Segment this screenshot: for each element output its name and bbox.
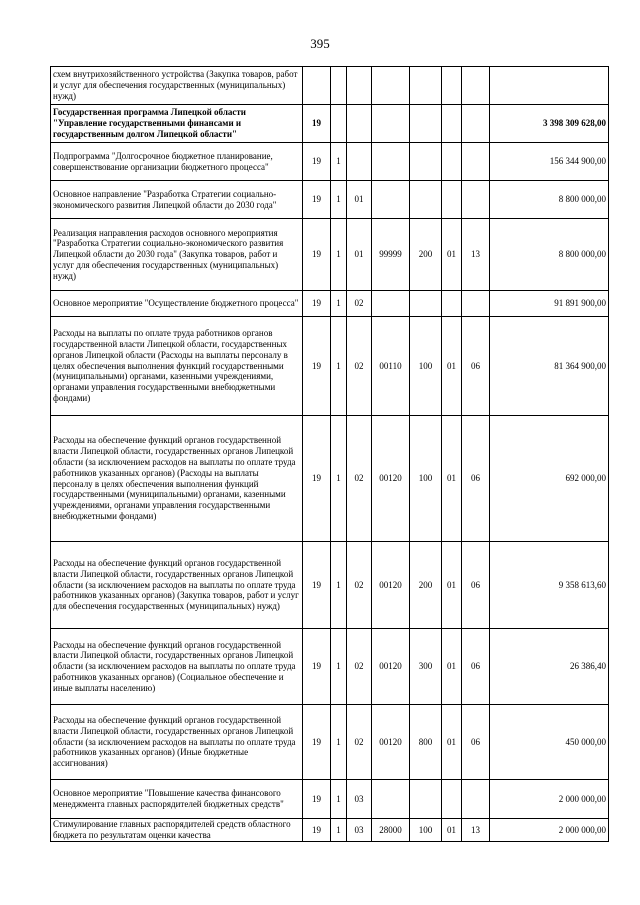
- expense-direction-code-cell: 00120: [372, 542, 410, 629]
- activity-code-cell: [347, 67, 372, 105]
- table-row: [51, 291, 609, 317]
- section-code-cell: 01: [442, 317, 462, 416]
- amount-cell: 692 000,00: [490, 416, 609, 542]
- section-code-cell: [442, 143, 462, 181]
- table-row: [51, 219, 609, 291]
- row-name-cell: Стимулирование главных распорядителей средств областного бюджета по результатам оценки качества: [51, 819, 303, 842]
- row-name-cell: Расходы на выплаты по оплате труда работников органов государственной власти Липецкой области, государственных органов Липецкой области (Расходы на выплаты персоналу в целях обеспечения выполнения функций государственными (муниципальными) органами, казенными учреждениями, органами управления государственными внебюджетными фондами): [51, 317, 303, 416]
- amount-cell: [490, 67, 609, 105]
- expense-type-code-cell: 200: [410, 542, 442, 629]
- row-name-cell: Расходы на обеспечение функций органов государственной власти Липецкой области, государственных органов Липецкой области (за исключением расходов на выплаты по оплате труда работников указанных органов) (Иные бюджетные ассигнования): [51, 705, 303, 780]
- page-number: 395: [310, 36, 330, 51]
- table-row: [51, 819, 609, 842]
- subsection-code-cell: 06: [462, 416, 490, 542]
- expense-direction-code-cell: 00120: [372, 416, 410, 542]
- subprogram-code-cell: 1: [331, 705, 347, 780]
- section-code-cell: 01: [442, 416, 462, 542]
- subprogram-code-cell: [331, 67, 347, 105]
- program-code-cell: 19: [303, 819, 331, 842]
- amount-cell: 2 000 000,00: [490, 819, 609, 842]
- expense-type-code-cell: 100: [410, 317, 442, 416]
- subsection-code-cell: 06: [462, 542, 490, 629]
- table-row: [51, 780, 609, 819]
- expense-type-code-cell: [410, 181, 442, 219]
- program-code-cell: 19: [303, 705, 331, 780]
- expense-direction-code-cell: [372, 291, 410, 317]
- subsection-code-cell: [462, 780, 490, 819]
- section-code-cell: 01: [442, 705, 462, 780]
- activity-code-cell: 01: [347, 181, 372, 219]
- subsection-code-cell: 06: [462, 629, 490, 705]
- subsection-code-cell: [462, 181, 490, 219]
- expense-direction-code-cell: [372, 105, 410, 143]
- subprogram-code-cell: 1: [331, 181, 347, 219]
- amount-cell: 91 891 900,00: [490, 291, 609, 317]
- activity-code-cell: 01: [347, 219, 372, 291]
- activity-code-cell: 02: [347, 542, 372, 629]
- table-row: [51, 317, 609, 416]
- activity-code-cell: 02: [347, 317, 372, 416]
- amount-cell: 8 800 000,00: [490, 181, 609, 219]
- row-name-cell: Расходы на обеспечение функций органов государственной власти Липецкой области, государственных органов Липецкой области (за исключением расходов на выплаты по оплате труда работников указанных органов) (Социальное обеспечение и иные выплаты населению): [51, 629, 303, 705]
- row-name-cell: Подпрограмма "Долгосрочное бюджетное планирование, совершенствование организации бюджетного процесса": [51, 143, 303, 181]
- section-code-cell: [442, 291, 462, 317]
- subprogram-code-cell: 1: [331, 143, 347, 181]
- activity-code-cell: 02: [347, 629, 372, 705]
- subsection-code-cell: 13: [462, 219, 490, 291]
- section-code-cell: [442, 67, 462, 105]
- program-code-cell: 19: [303, 416, 331, 542]
- section-code-cell: [442, 181, 462, 219]
- subprogram-code-cell: 1: [331, 317, 347, 416]
- expense-direction-code-cell: 00120: [372, 629, 410, 705]
- section-code-cell: 01: [442, 219, 462, 291]
- subsection-code-cell: [462, 143, 490, 181]
- row-name-cell: Расходы на обеспечение функций органов государственной власти Липецкой области, государственных органов Липецкой области (за исключением расходов на выплаты по оплате труда работников указанных органов) (Закупка товаров, работ и услуг для обеспечения государственных (муниципальных) нужд): [51, 542, 303, 629]
- expense-type-code-cell: 100: [410, 819, 442, 842]
- table-row: [51, 67, 609, 105]
- program-code-cell: 19: [303, 629, 331, 705]
- table-row: [51, 105, 609, 143]
- amount-cell: 3 398 309 628,00: [490, 105, 609, 143]
- expense-direction-code-cell: [372, 181, 410, 219]
- program-code-cell: 19: [303, 780, 331, 819]
- program-code-cell: [303, 67, 331, 105]
- amount-cell: 81 364 900,00: [490, 317, 609, 416]
- subsection-code-cell: [462, 105, 490, 143]
- section-code-cell: 01: [442, 819, 462, 842]
- budget-table-body: [51, 67, 609, 842]
- section-code-cell: 01: [442, 629, 462, 705]
- amount-cell: 9 358 613,60: [490, 542, 609, 629]
- amount-cell: 26 386,40: [490, 629, 609, 705]
- subprogram-code-cell: [331, 105, 347, 143]
- activity-code-cell: 03: [347, 780, 372, 819]
- program-code-cell: 19: [303, 181, 331, 219]
- activity-code-cell: 02: [347, 416, 372, 542]
- expense-direction-code-cell: 00120: [372, 705, 410, 780]
- program-code-cell: 19: [303, 291, 331, 317]
- row-name-cell: Государственная программа Липецкой области "Управление государственными финансами и государственным долгом Липецкой области": [51, 105, 303, 143]
- program-code-cell: 19: [303, 542, 331, 629]
- subprogram-code-cell: 1: [331, 416, 347, 542]
- row-name-cell: Основное мероприятие "Осуществление бюджетного процесса": [51, 291, 303, 317]
- program-code-cell: 19: [303, 219, 331, 291]
- activity-code-cell: [347, 143, 372, 181]
- amount-cell: 156 344 900,00: [490, 143, 609, 181]
- expense-direction-code-cell: 00110: [372, 317, 410, 416]
- section-code-cell: [442, 780, 462, 819]
- table-row: [51, 181, 609, 219]
- expense-type-code-cell: 800: [410, 705, 442, 780]
- expense-type-code-cell: [410, 780, 442, 819]
- expense-direction-code-cell: 99999: [372, 219, 410, 291]
- subsection-code-cell: 06: [462, 705, 490, 780]
- expense-direction-code-cell: 28000: [372, 819, 410, 842]
- section-code-cell: 01: [442, 542, 462, 629]
- subsection-code-cell: [462, 67, 490, 105]
- subsection-code-cell: [462, 291, 490, 317]
- activity-code-cell: 02: [347, 705, 372, 780]
- expense-type-code-cell: [410, 291, 442, 317]
- program-code-cell: 19: [303, 105, 331, 143]
- subprogram-code-cell: 1: [331, 219, 347, 291]
- row-name-cell: Основное направление "Разработка Стратегии социально-экономического развития Липецкой области до 2030 года": [51, 181, 303, 219]
- subsection-code-cell: 13: [462, 819, 490, 842]
- subprogram-code-cell: 1: [331, 542, 347, 629]
- program-code-cell: 19: [303, 317, 331, 416]
- activity-code-cell: 02: [347, 291, 372, 317]
- row-name-cell: схем внутрихозяйственного устройства (Закупка товаров, работ и услуг для обеспечения государственных (муниципальных) нужд): [51, 67, 303, 105]
- budget-table: [50, 66, 609, 842]
- row-name-cell: Расходы на обеспечение функций органов государственной власти Липецкой области, государственных органов Липецкой области (за исключением расходов на выплаты по оплате труда работников указанных органов) (Расходы на выплаты персоналу в целях обеспечения выполнения функций государственными (муниципальными) органами, казенными учреждениями, органами управления государственными внебюджетными фондами): [51, 416, 303, 542]
- expense-direction-code-cell: [372, 67, 410, 105]
- subprogram-code-cell: 1: [331, 780, 347, 819]
- expense-type-code-cell: [410, 67, 442, 105]
- section-code-cell: [442, 105, 462, 143]
- program-code-cell: 19: [303, 143, 331, 181]
- expense-type-code-cell: 200: [410, 219, 442, 291]
- subprogram-code-cell: 1: [331, 819, 347, 842]
- table-row: [51, 629, 609, 705]
- row-name-cell: Основное мероприятие "Повышение качества финансового менеджмента главных распорядителей бюджетных средств": [51, 780, 303, 819]
- expense-direction-code-cell: [372, 780, 410, 819]
- expense-direction-code-cell: [372, 143, 410, 181]
- amount-cell: 2 000 000,00: [490, 780, 609, 819]
- activity-code-cell: [347, 105, 372, 143]
- table-row: [51, 416, 609, 542]
- expense-type-code-cell: [410, 105, 442, 143]
- subprogram-code-cell: 1: [331, 629, 347, 705]
- activity-code-cell: 03: [347, 819, 372, 842]
- table-row: [51, 542, 609, 629]
- row-name-cell: Реализация направления расходов основного мероприятия "Разработка Стратегии социально-экономического развития Липецкой области до 2030 года" (Закупка товаров, работ и услуг для обеспечения государственных (муниципальных) нужд): [51, 219, 303, 291]
- table-row: [51, 143, 609, 181]
- subsection-code-cell: 06: [462, 317, 490, 416]
- expense-type-code-cell: 300: [410, 629, 442, 705]
- expense-type-code-cell: [410, 143, 442, 181]
- table-row: [51, 705, 609, 780]
- amount-cell: 8 800 000,00: [490, 219, 609, 291]
- subprogram-code-cell: 1: [331, 291, 347, 317]
- amount-cell: 450 000,00: [490, 705, 609, 780]
- expense-type-code-cell: 100: [410, 416, 442, 542]
